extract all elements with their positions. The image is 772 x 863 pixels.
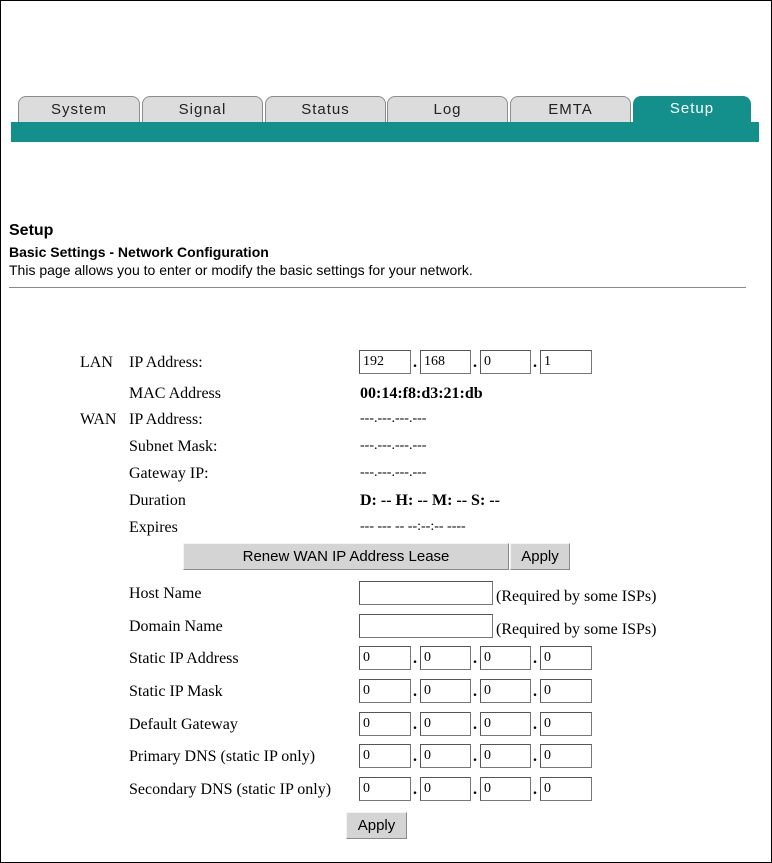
default-gateway-label: Default Gateway (129, 716, 238, 733)
primary-dns-octet-3[interactable] (480, 744, 531, 768)
wan-section-label: WAN (80, 411, 117, 428)
host-name-note: (Required by some ISPs) (496, 588, 657, 605)
ip-separator: . (533, 650, 537, 667)
default-gateway-octet-4[interactable] (540, 712, 592, 736)
lan-ip-octet-2[interactable] (420, 350, 471, 374)
secondary-dns-octet-3[interactable] (480, 777, 531, 801)
static-ip-octet-2[interactable] (420, 646, 471, 670)
header-divider (9, 287, 746, 288)
wan-gateway-value: ---.---.---.--- (360, 465, 427, 480)
static-ip-octet-3[interactable] (480, 646, 531, 670)
secondary-dns-octet-1[interactable] (359, 777, 411, 801)
ip-separator: . (473, 748, 477, 765)
wan-subnet-value: ---.---.---.--- (360, 438, 427, 453)
tab-bar (10, 96, 760, 121)
ip-separator: . (413, 748, 417, 765)
default-gateway-octet-1[interactable] (359, 712, 411, 736)
domain-name-note: (Required by some ISPs) (496, 621, 657, 638)
wan-subnet-label: Subnet Mask: (129, 438, 218, 455)
tab-status[interactable]: Status (265, 96, 386, 123)
ip-separator: . (413, 683, 417, 700)
ip-separator: . (533, 716, 537, 733)
primary-dns-octet-1[interactable] (359, 744, 411, 768)
secondary-dns-octet-2[interactable] (420, 777, 471, 801)
wan-expires-value: --- --- -- --:--:-- ---- (360, 519, 466, 534)
tab-signal[interactable]: Signal (142, 96, 263, 123)
static-mask-octet-1[interactable] (359, 679, 411, 703)
ip-separator: . (473, 716, 477, 733)
primary-dns-label: Primary DNS (static IP only) (129, 748, 316, 765)
static-ip-label: Static IP Address (129, 650, 239, 667)
ip-separator: . (413, 650, 417, 667)
ip-separator: . (413, 781, 417, 798)
page-subtitle: Basic Settings - Network Configuration (9, 244, 269, 260)
page-description: This page allows you to enter or modify the basic settings for your network. (9, 262, 473, 278)
host-name-input[interactable] (359, 581, 493, 605)
ip-separator: . (533, 781, 537, 798)
mac-address-label: MAC Address (129, 385, 222, 402)
lan-ip-octet-3[interactable] (480, 350, 531, 374)
renew-wan-lease-button[interactable]: Renew WAN IP Address Lease (183, 543, 509, 570)
wan-duration-value: D: -- H: -- M: -- S: -- (360, 492, 500, 509)
static-ip-octet-4[interactable] (540, 646, 592, 670)
tab-setup[interactable]: Setup (633, 96, 751, 122)
wan-gateway-label: Gateway IP: (129, 465, 209, 482)
lan-ip-octet-1[interactable] (359, 350, 411, 374)
tab-strip (11, 122, 759, 142)
static-mask-octet-4[interactable] (540, 679, 592, 703)
lan-ip-octet-4[interactable] (540, 350, 592, 374)
wan-expires-label: Expires (129, 519, 178, 536)
ip-separator: . (533, 748, 537, 765)
lan-section-label: LAN (80, 354, 113, 371)
wan-duration-label: Duration (129, 492, 186, 509)
lan-ip-label: IP Address: (129, 354, 203, 371)
static-ip-octet-1[interactable] (359, 646, 411, 670)
primary-dns-octet-2[interactable] (420, 744, 471, 768)
secondary-dns-octet-4[interactable] (540, 777, 592, 801)
ip-separator: . (473, 354, 477, 371)
static-mask-label: Static IP Mask (129, 683, 223, 700)
static-mask-octet-3[interactable] (480, 679, 531, 703)
ip-separator: . (473, 781, 477, 798)
ip-separator: . (473, 683, 477, 700)
ip-separator: . (413, 354, 417, 371)
wan-ip-label: IP Address: (129, 411, 203, 428)
default-gateway-octet-2[interactable] (420, 712, 471, 736)
domain-name-label: Domain Name (129, 618, 223, 635)
ip-separator: . (533, 683, 537, 700)
domain-name-input[interactable] (359, 614, 493, 638)
primary-dns-octet-4[interactable] (540, 744, 592, 768)
wan-ip-value: ---.---.---.--- (360, 411, 427, 426)
ip-separator: . (413, 716, 417, 733)
secondary-dns-label: Secondary DNS (static IP only) (129, 781, 332, 798)
static-mask-octet-2[interactable] (420, 679, 471, 703)
tab-log[interactable]: Log (387, 96, 508, 123)
tab-emta[interactable]: EMTA (510, 96, 631, 123)
host-name-label: Host Name (129, 585, 202, 602)
page-title: Setup (9, 222, 54, 239)
wan-apply-button[interactable]: Apply (510, 543, 570, 570)
ip-separator: . (473, 650, 477, 667)
tab-system[interactable]: System (18, 96, 140, 123)
config-apply-button[interactable]: Apply (346, 812, 407, 839)
mac-address-value: 00:14:f8:d3:21:db (360, 385, 483, 402)
default-gateway-octet-3[interactable] (480, 712, 531, 736)
ip-separator: . (533, 354, 537, 371)
